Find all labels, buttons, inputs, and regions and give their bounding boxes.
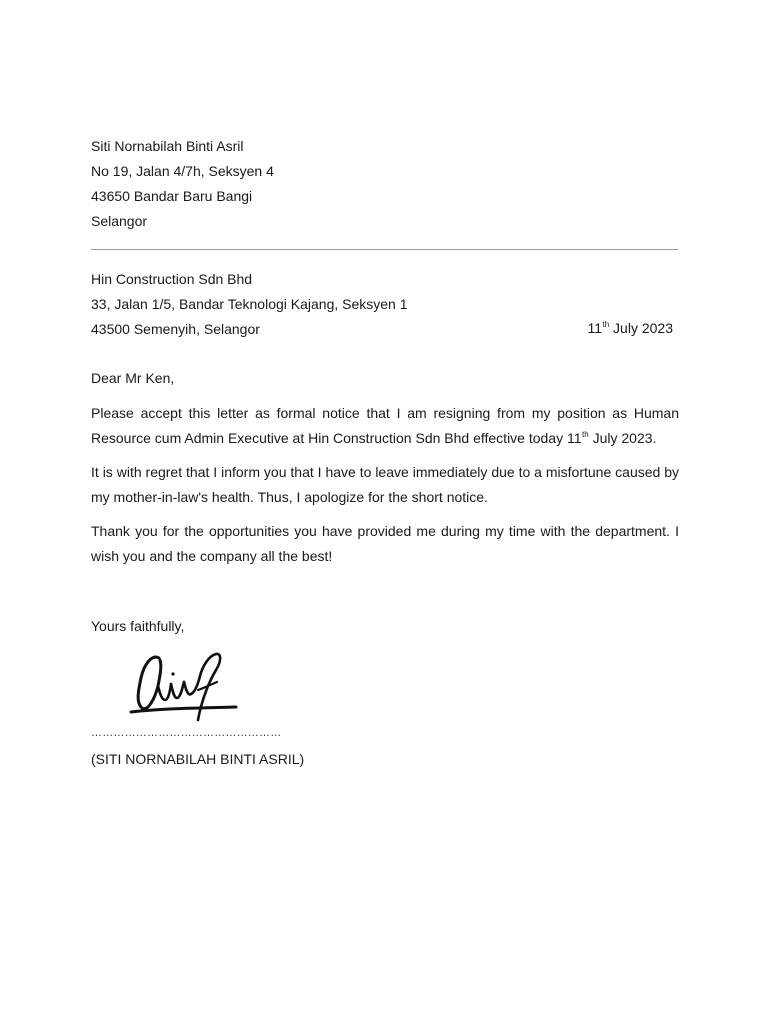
printed-name: (SITI NORNABILAH BINTI ASRIL) [91, 751, 305, 767]
salutation: Dear Mr Ken, [91, 370, 175, 386]
recipient-address-line-1: 33, Jalan 1/5, Bandar Teknologi Kajang, Seksyen 1 [91, 296, 408, 312]
body-paragraph-2: It is with regret that I inform you that I have to leave immediately due to a misfortune caused by my mother-in-law's health. Thus, I apologize for the short notice. [91, 464, 679, 505]
recipient-address-line-2: 43500 Semenyih, Selangor [91, 321, 260, 337]
sender-name: Siti Nornabilah Binti Asril [91, 138, 244, 154]
sender-address-line-1: No 19, Jalan 4/7h, Seksyen 4 [91, 163, 274, 179]
sender-address-line-2: 43650 Bandar Baru Bangi [91, 188, 253, 204]
date-month-year: July 2023 [609, 320, 673, 336]
recipient-company: Hin Construction Sdn Bhd [91, 271, 253, 287]
paragraph-1-text-end: July 2023. [588, 430, 657, 446]
sender-address-block [91, 134, 679, 234]
header-divider [91, 249, 678, 250]
sender-state: Selangor [91, 213, 148, 229]
paragraph-1-date-suffix: th [582, 430, 589, 439]
letter-date [587, 316, 673, 341]
date-suffix: th [602, 320, 610, 329]
paragraph-1-text: Please accept this letter as formal notice that I am resigning from my position as Human Resource cum Admin Executive at Hin Construction Sdn Bhd effective today 11 [91, 405, 679, 446]
signature-line: …………………………………………… [91, 727, 282, 739]
date-day: 11 [587, 320, 602, 336]
body-paragraph-3: Thank you for the opportunities you have provided me during my time with the department. I wish you and the company all the best! [91, 523, 679, 564]
handwritten-signature [124, 648, 242, 728]
body-paragraph-1 [91, 401, 679, 451]
closing-phrase: Yours faithfully, [91, 618, 185, 634]
